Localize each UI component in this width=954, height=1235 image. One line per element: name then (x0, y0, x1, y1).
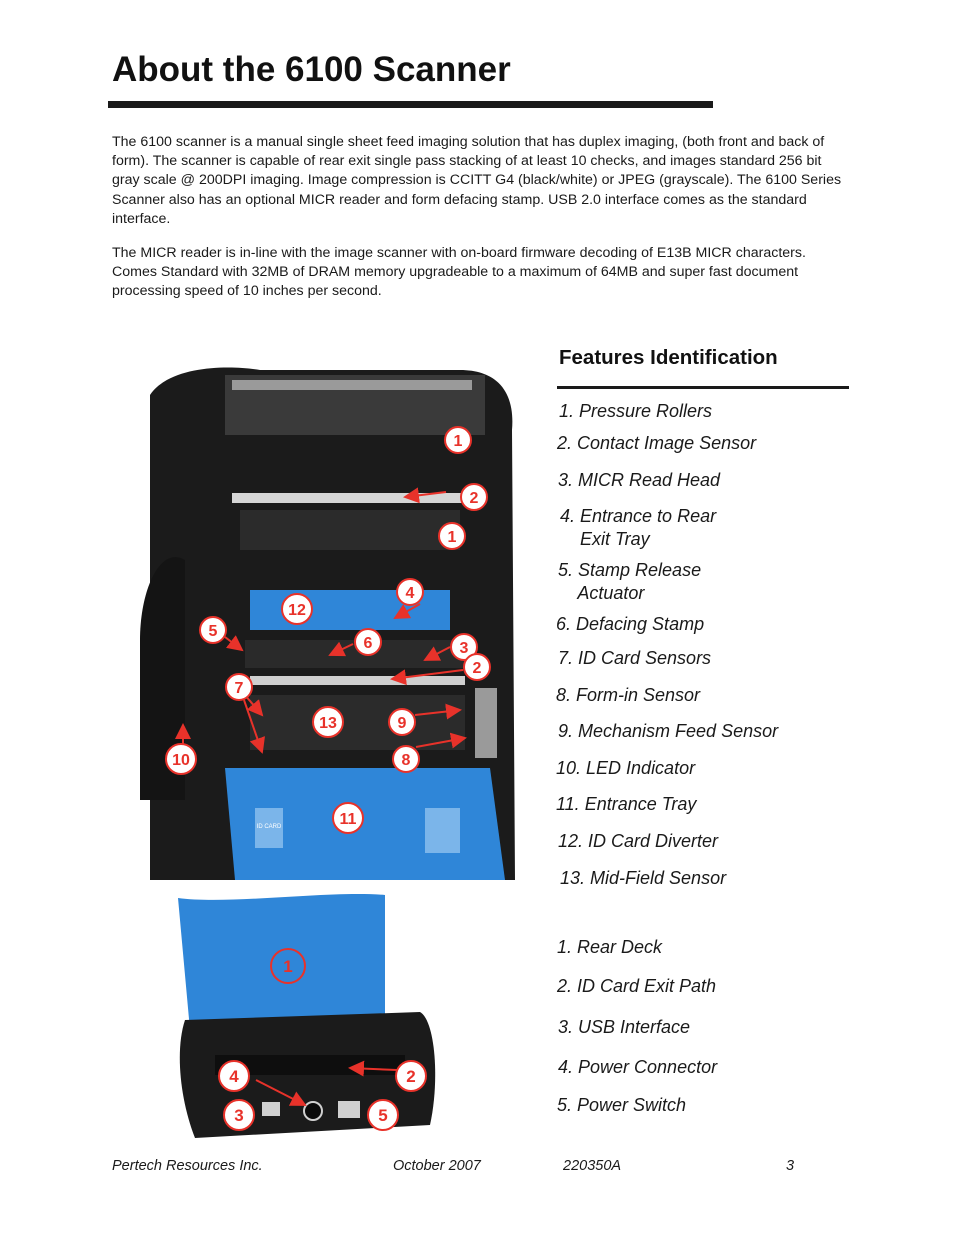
feature-item: 9. Mechanism Feed Sensor (558, 721, 779, 741)
svg-text:2: 2 (469, 490, 479, 507)
svg-text:2: 2 (472, 660, 482, 677)
feature-item: 6. Defacing Stamp (556, 614, 705, 634)
svg-text:4: 4 (229, 1067, 239, 1086)
rear-callout-marker (224, 1100, 254, 1130)
svg-text:1: 1 (453, 433, 463, 450)
feature-item: 4. Entrance to Rear Exit Tray (560, 506, 717, 549)
footer-date: October 2007 (393, 1158, 481, 1174)
svg-text:1: 1 (447, 529, 457, 546)
rear-feature-item: 2. ID Card Exit Path (557, 976, 717, 996)
svg-text:2: 2 (406, 1067, 416, 1086)
feature-item: 12. ID Card Diverter (558, 831, 719, 851)
callout-marker (355, 629, 381, 655)
rear-feature-item: 1. Rear Deck (557, 937, 663, 957)
feature-item: 2. Contact Image Sensor (557, 433, 757, 453)
callout-marker (461, 484, 487, 510)
feature-item: 7. ID Card Sensors (558, 648, 712, 668)
feature-item: 1. Pressure Rollers (559, 401, 713, 421)
footer-company: Pertech Resources Inc. (112, 1158, 263, 1174)
svg-text:6: 6 (363, 635, 373, 652)
callout-marker (282, 594, 312, 624)
footer-doc-number: 220350A (563, 1158, 622, 1174)
feature-item: 10. LED Indicator (556, 758, 696, 778)
callout-marker (445, 427, 471, 453)
svg-text:10: 10 (172, 752, 190, 769)
callout-marker (393, 746, 419, 772)
rear-feature-item: 3. USB Interface (558, 1017, 691, 1037)
svg-text:5: 5 (208, 623, 218, 640)
svg-text:12: 12 (288, 602, 306, 619)
page-title: About the 6100 Scanner (112, 50, 511, 89)
svg-text:7: 7 (234, 680, 244, 697)
features-heading: Features Identification (559, 346, 778, 369)
callout-marker (313, 707, 343, 737)
callout-marker (200, 617, 226, 643)
intro-paragraph-2: The MICR reader is in-line with the image scanner with on-board firmware decoding of E13B MICR characters. Comes Standard with 32MB of DRAM memory upgradeable to a maximum of 64MB and super fast document processing speed of 10 inches per second. (112, 245, 806, 300)
svg-text:1: 1 (283, 957, 293, 976)
svg-text:5: 5 (378, 1106, 388, 1125)
callout-marker (389, 709, 415, 735)
footer-page-number: 3 (786, 1158, 795, 1174)
feature-item: 13. Mid-Field Sensor (560, 868, 727, 888)
rear-callout-marker (219, 1061, 249, 1091)
svg-text:13: 13 (319, 715, 337, 732)
feature-item: 11. Entrance Tray (556, 794, 697, 814)
svg-text:9: 9 (397, 715, 407, 732)
svg-text:4: 4 (405, 585, 415, 602)
svg-text:3: 3 (234, 1106, 244, 1125)
svg-text:8: 8 (401, 752, 411, 769)
callout-marker (464, 654, 490, 680)
rear-callout-marker (368, 1100, 398, 1130)
callout-marker (226, 674, 252, 700)
feature-item: 5. Stamp Release Actuator (558, 560, 702, 603)
callout-marker (397, 579, 423, 605)
feature-item: 8. Form-in Sensor (556, 685, 701, 705)
callout-marker (166, 744, 196, 774)
rear-callout-marker (396, 1061, 426, 1091)
feature-item: 3. MICR Read Head (558, 470, 721, 490)
tray-id-card-label: ID CARD (256, 824, 282, 830)
rear-feature-item: 4. Power Connector (558, 1057, 718, 1077)
callout-marker (333, 803, 363, 833)
svg-text:3: 3 (459, 640, 469, 657)
intro-paragraph-1: The 6100 scanner is a manual single sheet feed imaging solution that has duplex imaging, (both front and back of form). The scanner is capable of rear exit single pass stacking of at least 10 checks, and images standard 256 bit gray scale @ 200DPI imaging. Image compression is CCITT G4 (black/white) or JPEG (grayscale). The 6100 Series Scanner also has an optional MICR reader and form defacing stamp. USB 2.0 interface comes as the standard interface. (112, 134, 842, 227)
svg-text:11: 11 (339, 811, 357, 828)
rear-callout-marker (271, 949, 305, 983)
rear-feature-item: 5. Power Switch (557, 1095, 687, 1115)
callout-marker (439, 523, 465, 549)
